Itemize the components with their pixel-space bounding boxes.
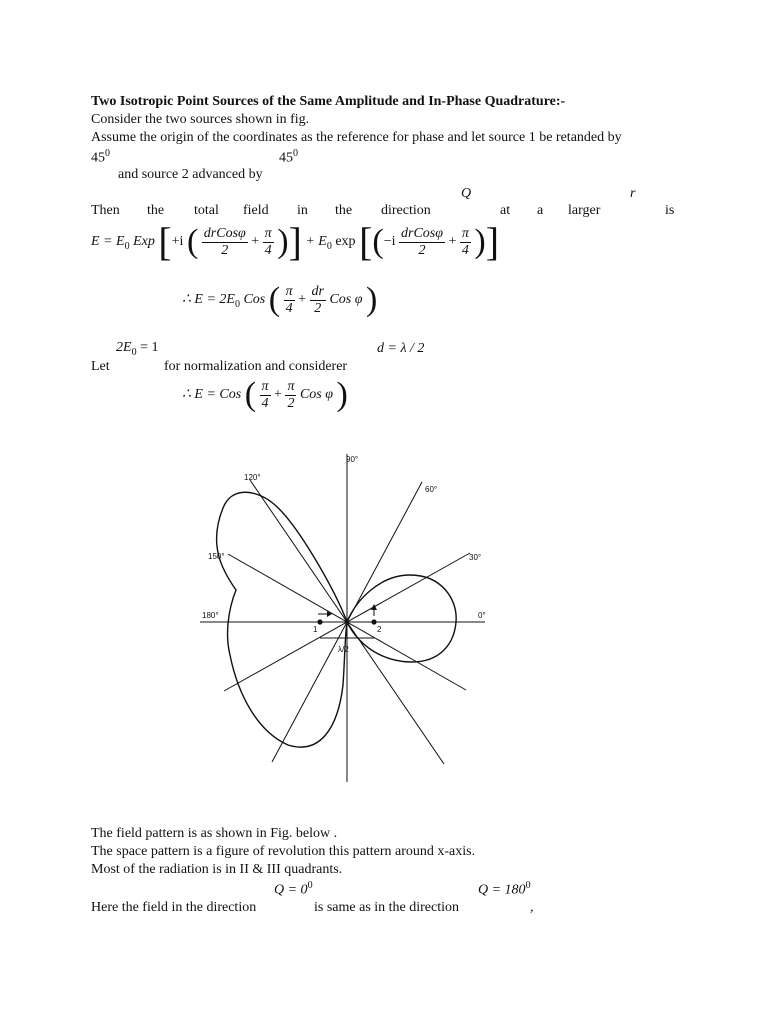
paragraph-line: and source 2 advanced by [118, 167, 263, 182]
paragraph-line: Here the field in the direction [91, 900, 257, 915]
degree-value-2: $45^0$ [279, 148, 298, 166]
equation-simplified-field: ∴ $E = 2E_0$ Cos ( $\frac{\pi}{4}$ + $\frac{dr}{2}$ Cos φ ) [182, 281, 378, 318]
word: larger [568, 203, 601, 218]
word: in [297, 203, 308, 218]
paragraph-line: is same as in the direction [314, 900, 460, 915]
source-1-dot [317, 619, 322, 624]
angle-label-60: 60° [425, 485, 438, 494]
paragraph-word: Let [91, 359, 110, 374]
pattern-lobe-left [217, 492, 347, 747]
angle-label-180: 180° [202, 611, 219, 620]
angle-label-120: 120° [244, 473, 261, 482]
paragraph-line: for normalization and considerer [164, 359, 348, 374]
angle-label-0: 0° [478, 611, 486, 620]
symbol-phi: Q [461, 186, 472, 201]
word: the [147, 203, 165, 218]
word: field [243, 203, 269, 218]
source-label-1: 1 [313, 625, 318, 634]
section-title: Two Isotropic Point Sources of the Same Amplitude and In-Phase Quadrature:- [91, 94, 566, 109]
arrowhead-icon [371, 604, 377, 610]
word: Then [91, 203, 120, 218]
symbol-r: r [630, 186, 636, 201]
word: total [194, 203, 219, 218]
paragraph-line: The field pattern is as shown in Fig. below . [91, 826, 338, 841]
source-2-dot [371, 619, 376, 624]
justified-line [91, 203, 679, 221]
word: the [335, 203, 353, 218]
spacing-label: λ/2 [338, 645, 349, 654]
equation-total-field: $E = E_0$ Exp [+i ( $\frac{\text{drCosφ}}{2}$ + $\frac{\pi}{4}$ )] + $E_0$ exp [(−i $\frac{\text{drCosφ}}{2}$ + $\frac{\pi}{4}$ )] [91, 219, 500, 264]
source-label-2: 2 [377, 625, 382, 634]
word: a [537, 203, 544, 218]
direction-equation-0: $Q = 0^0$ [274, 880, 313, 898]
field-pattern-figure [180, 450, 510, 790]
direction-equation-180: $Q = 180^0$ [478, 880, 531, 898]
paragraph-line: Most of the radiation is in II & III quadrants. [91, 862, 343, 877]
angle-label-150: 150° [208, 552, 225, 561]
angle-label-30: 30° [469, 553, 482, 562]
word: at [500, 203, 511, 218]
equation-normalized-field: ∴ E = Cos ( $\frac{\pi}{4}$ + $\frac{\pi}{2}$ Cos φ ) [182, 376, 348, 413]
spacing-equation: d = λ / 2 [377, 341, 425, 356]
paragraph-comma: , [530, 900, 534, 915]
paragraph-line: Consider the two sources shown in fig. [91, 112, 310, 127]
angle-label-90: 90° [346, 455, 359, 464]
degree-value-1: $45^0$ [91, 148, 110, 166]
word: direction [381, 203, 431, 218]
paragraph-line: Assume the origin of the coordinates as the reference for phase and let source 1 be retanded by [91, 130, 622, 145]
normalization-equation: $2E_0 = 1$ [116, 340, 159, 358]
pattern-lobe-right [347, 575, 456, 662]
paragraph-line: The space pattern is a figure of revolution this pattern around x-axis. [91, 844, 476, 859]
word: is [665, 203, 675, 218]
